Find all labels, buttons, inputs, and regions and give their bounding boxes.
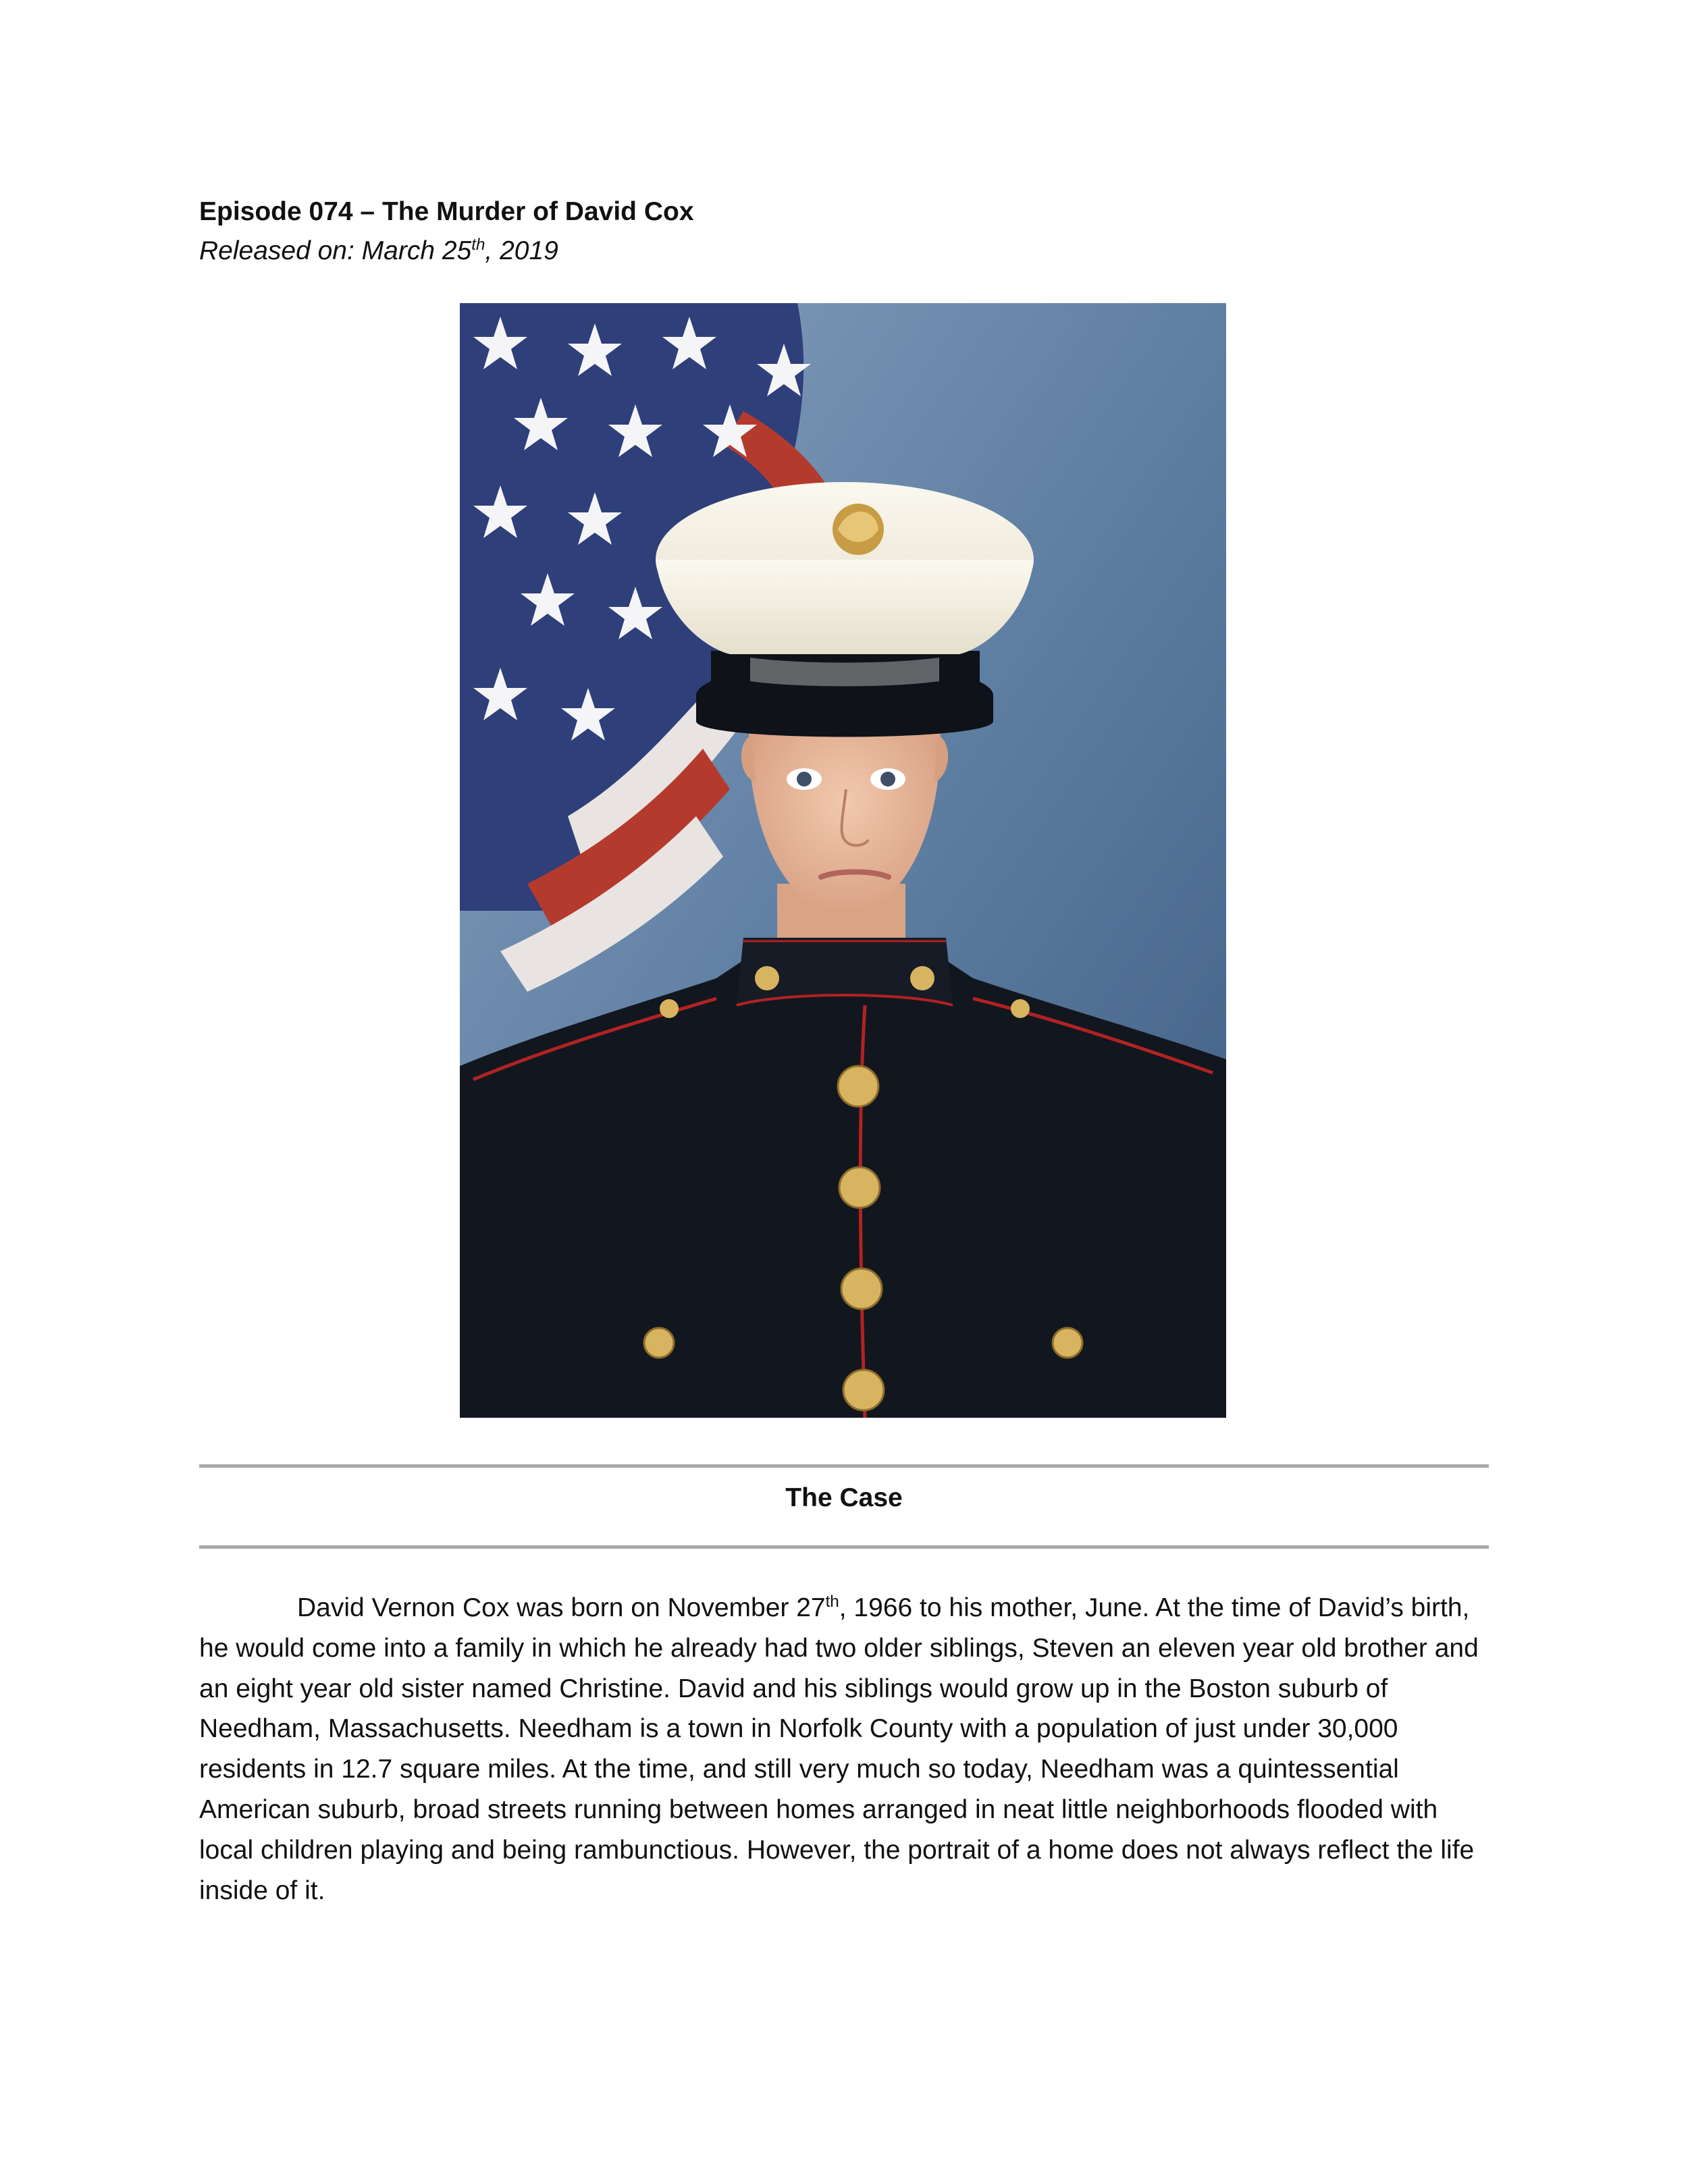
release-date-prefix: Released on: March 25 xyxy=(199,236,472,265)
release-date xyxy=(199,236,558,266)
portrait-photo xyxy=(460,303,1226,1418)
episode-title: Episode 074 – The Murder of David Cox xyxy=(199,197,694,226)
body-paragraph xyxy=(199,1588,1492,1911)
section-divider-bottom xyxy=(199,1545,1489,1549)
section-divider-top xyxy=(199,1464,1489,1468)
body-text-part2: , 1966 to his mother, June. At the time of David’s birth, he would come into a family in which he already had two older siblings, Steven an eleven year old brother and an eight year old sister named Christine. David and his siblings would grow up in the Boston suburb of Needham, Massachusetts. Needham is a town in Norfolk County with a population of just under 30,000 residents in 12.7 square miles. At the time, and still very much so today, Needham was a quintessential American suburb, broad streets running between homes arranged in neat little neighborhoods flooded with local children playing and being rambunctious. However, the portrait of a home does not always reflect the life inside of it. xyxy=(199,1593,1479,1905)
release-date-suffix: , 2019 xyxy=(485,236,558,265)
section-heading: The Case xyxy=(785,1483,903,1512)
body-text-part1: David Vernon Cox was born on November 27 xyxy=(297,1593,826,1622)
body-text-ordinal: th xyxy=(825,1593,839,1611)
release-date-ordinal: th xyxy=(471,236,485,254)
